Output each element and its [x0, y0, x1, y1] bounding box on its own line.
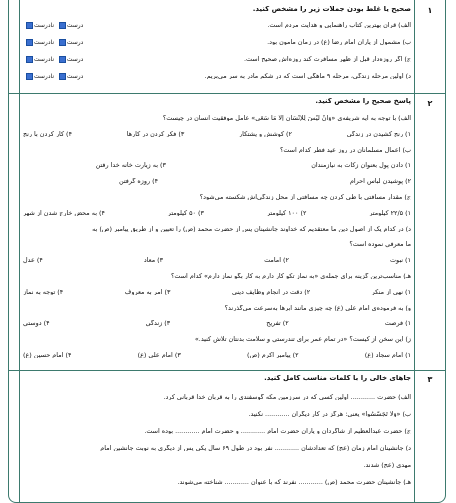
true-false-options: [25, 56, 83, 63]
answer-options: [23, 352, 411, 358]
answer-option[interactable]: ۴) عدل: [23, 257, 43, 264]
fill-blank-line: هـ) جانشینان حضرت محمد (ص) ............ نفرند که با عنوان ............ شناخته می‌شوند.: [177, 479, 411, 486]
fill-blank-line: د) جانشینان امام زمان (عج) که تعدادشان ............ نفر بود در طول ۶۹ سال یکی پس از دیگری به نوبت جانشین امام: [100, 445, 411, 452]
answer-option[interactable]: ۳) زندگی: [145, 320, 171, 327]
false-label: نادرست: [34, 56, 54, 63]
answer-option[interactable]: ۱) نبوت: [390, 257, 411, 264]
answer-option[interactable]: ۱) نهی از منکر: [371, 288, 411, 296]
answer-option[interactable]: ۲) پیامبر اکرم (ص): [247, 352, 299, 359]
false-label: نادرست: [34, 73, 54, 80]
answer-option[interactable]: ۳) فکر کردن در کارها: [126, 130, 185, 138]
score-column: [9, 0, 20, 502]
answer-options: [23, 210, 411, 216]
question-text: ما معرفی نموده است؟: [349, 241, 411, 248]
true-label: درست: [66, 22, 84, 29]
statement-text: د) اولین مرحله زندگی، مرحله ۹ ماهگی است که در شکم مادر به سر می‌بریم.: [204, 73, 411, 80]
answer-option[interactable]: ۴) امام حسین (ع): [23, 352, 72, 359]
answer-option[interactable]: ۱) رنج کشیدن در زندگی: [346, 130, 411, 138]
answer-options: [23, 178, 411, 184]
answer-option[interactable]: ۴) روزه گرفتن: [118, 178, 159, 185]
answer-option[interactable]: ۱) فرصت: [384, 320, 411, 327]
false-checkbox[interactable]: [26, 39, 33, 46]
answer-option[interactable]: ۳) معاد: [143, 257, 164, 264]
false-label: نادرست: [34, 22, 54, 29]
answer-option[interactable]: ۲) ۱۰۰ کیلومتر: [266, 209, 307, 217]
answer-option[interactable]: ۲) امامت: [264, 257, 289, 264]
true-label: درست: [66, 73, 84, 80]
fill-blank-line: ب) «وَلَا تَجَسَّسُوا» یعنی: هرگز در کار دیگران ............ نکنید.: [248, 411, 411, 418]
question-number: ۱: [427, 6, 433, 15]
answer-option[interactable]: ۲) تفریح: [266, 320, 289, 327]
question-2: [23, 93, 411, 370]
question-text: ج) مقدار مسافتی با طی کردن چه مسافتی از محل زندگی‌اش شکسته می‌شود؟: [199, 194, 411, 201]
question-3: [23, 370, 411, 503]
answer-options: [23, 289, 411, 295]
answer-option[interactable]: ۴) دوستی: [23, 320, 50, 327]
question-number-column: [414, 0, 445, 502]
answer-option[interactable]: ۱) ۲۲/۵ کیلومتر: [369, 209, 411, 217]
answer-option[interactable]: ۴) به محض خارج شدن از شهر: [23, 209, 105, 217]
true-checkbox[interactable]: [59, 39, 66, 46]
answer-option[interactable]: ۳) ۵۰ کیلومتر: [167, 209, 204, 217]
false-checkbox[interactable]: [26, 22, 33, 29]
question-text: ز) این سخن از کیست؟ «در تمام عمر برای تندرستی و سلامت بدنتان تلاش کنید.»: [194, 336, 411, 343]
question-number: ۳: [427, 375, 433, 384]
question-text: و) به فرموده‌ی امام علی (ع) چه چیزی مانند ابرها به‌سرعت می‌گذرند؟: [224, 304, 411, 311]
question-text: هـ) مناسب‌ترین گزینه برای جمله‌ی «به نماز تکو کار دارم به کار بگو نماز دارم» کدام است؟: [171, 273, 411, 280]
answer-option[interactable]: ۲) پوشیدن لباس احرام: [349, 178, 411, 185]
answer-option[interactable]: ۴) کار کردن با رنج: [23, 130, 72, 138]
question-1: [23, 0, 411, 93]
false-checkbox[interactable]: [26, 73, 33, 80]
true-label: درست: [66, 56, 84, 63]
question-text: الف) با توجه به آیه شریفه‌ی «وَأَنْ لَیْسَ لِلْإِنْسَانِ إِلَّا مَا سَعَى» عامل موفقیت انسان در چیست؟: [162, 115, 411, 122]
fill-blank-line: مهدی (عج) شدند.: [363, 462, 411, 469]
true-label: درست: [66, 39, 84, 46]
answer-options: [23, 162, 411, 168]
true-false-options: [25, 22, 83, 29]
answer-option[interactable]: ۳) امر به معروف: [124, 288, 171, 296]
question-title: پاسخ صحیح را مشخص کنید.: [315, 98, 411, 105]
answer-option[interactable]: ۴) توجه به نماز: [23, 288, 64, 296]
answer-option[interactable]: ۱) دادن پول بعنوان زکات به نیازمندان: [311, 162, 411, 169]
answer-options: [23, 320, 411, 326]
true-checkbox[interactable]: [59, 22, 66, 29]
answer-option[interactable]: ۲) کوشش و پشتکار: [239, 130, 292, 138]
statement-text: ج) اگر روزه‌دار قبل از ظهر مسافرت کند روزه‌اش صحیح است.: [243, 56, 411, 63]
false-label: نادرست: [34, 39, 54, 46]
true-checkbox[interactable]: [59, 73, 66, 80]
answer-option[interactable]: ۱) امام سجاد (ع): [364, 352, 411, 359]
answer-options: [23, 131, 411, 137]
fill-blank-line: ج) حضرت عبدالعظیم از شاگردان و یاران حضرت امام ............ و حضرت امام ............ بوده است.: [144, 428, 411, 435]
true-false-options: [25, 73, 83, 80]
answer-option[interactable]: ۳) امام علی (ع): [137, 352, 181, 359]
statement-text: ب) مشمول از یاران امام رضا (ع) در زمان مأمون بود.: [267, 39, 411, 46]
true-false-options: [25, 39, 83, 46]
question-title: صحیح یا غلط بودن جملات زیر را مشخص کنید.: [252, 6, 411, 13]
question-text: د) در کدام یک از اصول دین ما معتقدیم که خداوند جانشینان پس از حضرت محمد (ص) را تعیین و از طریق پیامبر (ص) به: [92, 225, 411, 232]
false-checkbox[interactable]: [26, 56, 33, 63]
answer-options: [23, 257, 411, 263]
answer-option[interactable]: ۳) به زیارت خانه خدا رفتن: [95, 162, 166, 169]
fill-blank-line: الف) حضرت ............ اولین کسی که در سرزمین مکه گوسفندی را به قربان خدا قربانی کرد.: [163, 394, 411, 401]
question-title: جاهای خالی را با کلمات مناسب کامل کنید.: [264, 375, 411, 382]
statement-text: الف) قرآن بهترین کتاب راهنمایی و هدایت مردم است.: [267, 22, 411, 29]
exam-frame: [8, 0, 446, 503]
true-checkbox[interactable]: [59, 56, 66, 63]
question-number: ۲: [427, 99, 433, 108]
question-text: ب) اعمال مسلمانان در روز عید فطر کدام است؟: [280, 146, 411, 153]
answer-option[interactable]: ۲) دقت در انجام وظایف دینی: [231, 288, 311, 296]
